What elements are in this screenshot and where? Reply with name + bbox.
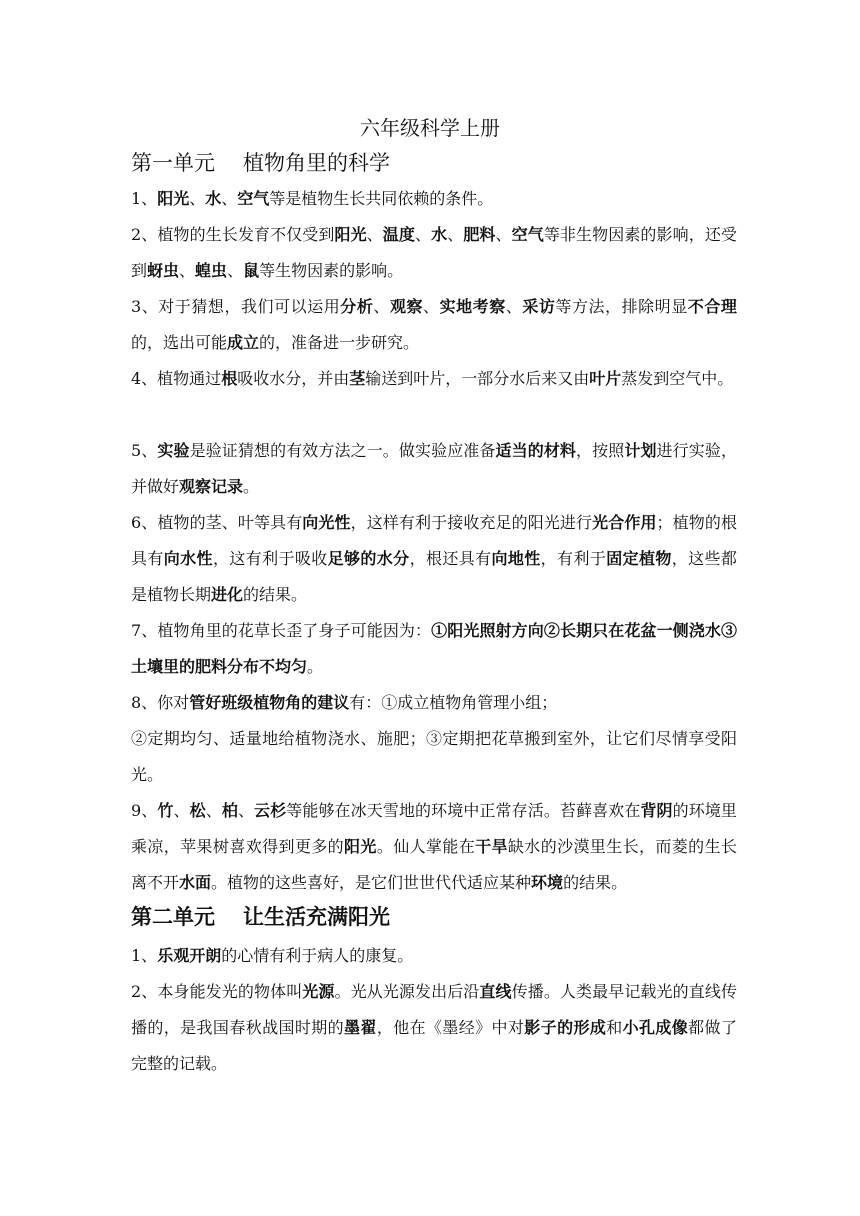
bold-term: 鼠	[243, 261, 260, 280]
text-run: 、	[237, 801, 255, 820]
bold-term: 直线	[479, 982, 512, 1001]
text-run: 。仙人掌能在	[376, 837, 476, 856]
unit-heading	[131, 902, 741, 932]
text-run: 。光从光源发出后沿	[334, 982, 480, 1001]
text-run: 的结果。	[563, 873, 628, 892]
unit-label: 第二单元	[131, 904, 215, 929]
text-run: 2、本身能发光的物体叫	[131, 982, 303, 1001]
text-run: 、	[423, 297, 440, 316]
bold-term: 根	[221, 369, 238, 388]
text-run: 。植物的这些喜好，是它们世世代代适应某种	[211, 873, 532, 892]
text-run: 、	[414, 225, 432, 244]
text-run: 的结果。	[243, 585, 308, 604]
paragraph	[131, 361, 737, 397]
text-run: 9、	[131, 801, 158, 820]
page-title: 六年级科学上册	[360, 116, 500, 140]
text-run: 7、植物角里的花草长歪了身子可能因为：	[131, 621, 432, 640]
text-run: 4、植物通过	[131, 369, 222, 388]
paragraph	[131, 938, 737, 974]
bold-term: 向地性	[491, 549, 541, 568]
text-run: 等方法，排除明显	[555, 297, 688, 316]
paragraph	[131, 289, 737, 361]
text-run: ，根还具有	[409, 549, 492, 568]
paragraph	[131, 721, 737, 793]
bold-term: 蚜虫	[147, 261, 180, 280]
text-run: 。	[307, 657, 324, 676]
text-run: 等非生物因素的影响，还受到	[131, 225, 737, 280]
bold-term: 向水性	[163, 549, 213, 568]
bold-term: ①阳光照射方向②长期只在花盆一侧浇水③土壤里的肥料分布不均匀	[131, 621, 737, 676]
paragraph	[131, 505, 737, 613]
text-run: 缺水的沙漠里生长，而菱的生长离不开	[131, 837, 737, 892]
text-run: 、	[505, 297, 523, 316]
bold-term: 小孔成像	[622, 1018, 689, 1037]
bold-term: 水	[205, 189, 222, 208]
text-run: ，他在《墨经》中对	[376, 1018, 525, 1037]
text-run: 5、	[131, 441, 158, 460]
text-run: 进行实验，并做好	[131, 441, 737, 496]
bold-term: 不合理	[687, 297, 737, 316]
bold-term: 蝗虫	[195, 261, 228, 280]
text-run: 、	[447, 225, 464, 244]
text-run: 的，准备进一步研究。	[259, 333, 420, 352]
unit-label: 第一单元	[131, 151, 215, 175]
bold-term: 观察	[389, 297, 424, 316]
bold-term: 竹	[157, 801, 174, 820]
text-run: 吸收水分，并由	[237, 369, 350, 388]
bold-term: 采访	[522, 297, 556, 316]
bold-term: 观察记录	[179, 477, 244, 496]
text-run: 、	[495, 225, 512, 244]
unit-heading	[131, 148, 741, 178]
text-run: 、	[173, 801, 190, 820]
text-run: 8、你对	[131, 693, 190, 712]
bold-term: 计划	[624, 441, 657, 460]
text-run: 蒸发到空气中。	[621, 369, 734, 388]
text-run: 、	[179, 261, 196, 280]
bold-term: 实验	[157, 441, 190, 460]
text-run: ，这有利于吸收	[212, 549, 328, 568]
bold-term: 向光性	[302, 513, 351, 532]
text-run: ；植物的根具有	[131, 513, 737, 568]
text-run: 、	[205, 801, 222, 820]
bold-term: 水	[431, 225, 448, 244]
unit-name: 让生活充满阳光	[243, 904, 390, 929]
bold-term: 松	[189, 801, 206, 820]
bold-term: 适当的材料	[495, 441, 577, 460]
bold-term: 空气	[511, 225, 544, 244]
paragraph	[131, 793, 737, 901]
text-run: ，有利于	[540, 549, 607, 568]
bold-term: 墨翟	[344, 1018, 377, 1037]
bold-term: 空气	[237, 189, 270, 208]
bold-term: 进化	[211, 585, 244, 604]
bold-term: 水面	[179, 873, 212, 892]
text-run: 的，选出可能	[131, 333, 228, 352]
bold-term: 云杉	[254, 801, 287, 820]
bold-term: 环境	[531, 873, 564, 892]
bold-term: 实地考察	[439, 297, 506, 316]
text-run: 的环境里乘凉，苹果树喜欢得到更多的	[131, 801, 737, 856]
paragraph	[131, 217, 737, 289]
text-run: 、	[373, 297, 390, 316]
text-run: 有：①成立植物角管理小组；	[349, 693, 558, 712]
text-run: 、	[227, 261, 244, 280]
text-run: 都做了完整的记载。	[131, 1018, 737, 1073]
text-run: 输送到叶片，一部分水后来又由	[365, 369, 590, 388]
text-run: 是验证猜想的有效方法之一。做实验应准备	[189, 441, 496, 460]
text-run: ，按照	[576, 441, 625, 460]
bold-term: 茎	[349, 369, 366, 388]
text-run: 和	[606, 1018, 623, 1037]
bold-term: 叶片	[589, 369, 622, 388]
paragraph	[131, 181, 737, 217]
bold-term: 肥料	[463, 225, 496, 244]
text-run: ，这样有利于接收充足的阳光进行	[350, 513, 593, 532]
bold-term: 阳光	[334, 225, 367, 244]
paragraph	[131, 685, 737, 721]
paragraph	[131, 613, 737, 685]
text-run: 3、对于猜想，我们可以运用	[131, 297, 341, 316]
bold-term: 固定植物	[606, 549, 672, 568]
text-run: 等生物因素的影响。	[259, 261, 404, 280]
text-run: 1、	[131, 946, 158, 965]
bold-term: 成立	[227, 333, 260, 352]
text-run: 传播。人类最早记载光的直线传播的，是我国春秋战国时期的	[131, 982, 737, 1037]
unit-name: 植物角里的科学	[243, 151, 390, 175]
text-run: 、	[221, 189, 238, 208]
text-run: 1、	[131, 189, 158, 208]
bold-term: 乐观开朗	[157, 946, 222, 965]
text-run: 。	[243, 477, 260, 496]
bold-term: 背阴	[640, 801, 673, 820]
bold-term: 柏	[221, 801, 238, 820]
text-run: 6、植物的茎、叶等具有	[131, 513, 303, 532]
paragraph	[131, 433, 737, 505]
bold-term: 光合作用	[592, 513, 657, 532]
bold-term: 影子的形成	[524, 1018, 607, 1037]
text-run: ，这些都是植物长期	[131, 549, 737, 604]
text-run: 等能够在冰天雪地的环境中正常存活。苔藓喜欢在	[286, 801, 641, 820]
text-run: 的心情有利于病人的康复。	[221, 946, 414, 965]
bold-term: 干旱	[475, 837, 508, 856]
bold-term: 阳光	[157, 189, 190, 208]
text-run: 等是植物生长共同依赖的条件。	[269, 189, 494, 208]
bold-term: 分析	[340, 297, 374, 316]
text-run: ②定期均匀、适量地给植物浇水、施肥；③定期把花草搬到室外，让它们尽情享受阳光。	[131, 729, 737, 784]
text-run: 、	[189, 189, 206, 208]
paragraph	[131, 974, 737, 1082]
bold-term: 光源	[302, 982, 335, 1001]
bold-term: 足够的水分	[327, 549, 410, 568]
bold-term: 阳光	[344, 837, 377, 856]
bold-term: 管好班级植物角的建议	[189, 693, 350, 712]
text-run: 、	[366, 225, 383, 244]
text-run: 2、植物的生长发育不仅受到	[131, 225, 335, 244]
bold-term: 温度	[382, 225, 415, 244]
